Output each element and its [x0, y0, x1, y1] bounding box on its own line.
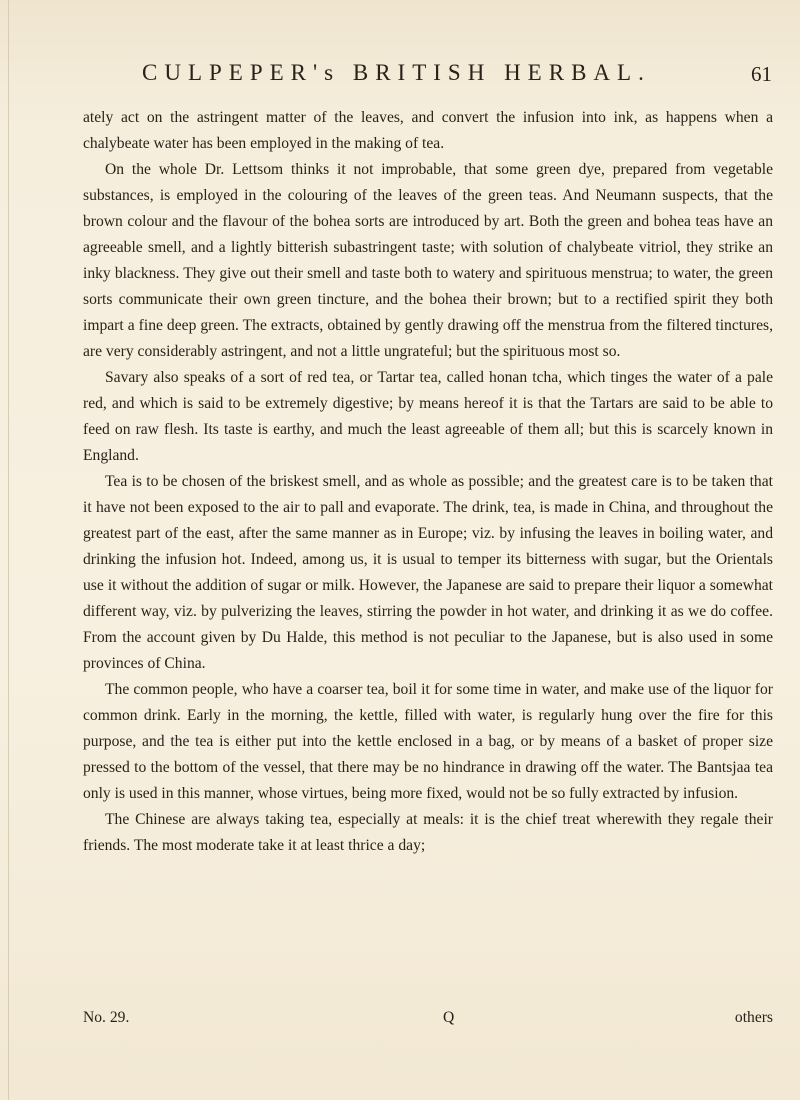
paragraph: ately act on the astringent matter of the leaves, and convert the infusion into ink, as happens when a chalybeate water has been employed in the making of tea. [83, 109, 773, 152]
page-footer [83, 1009, 773, 1035]
page-number: 61 [751, 62, 772, 86]
running-title: CULPEPER's BRITISH HERBAL. [142, 60, 651, 85]
body-text [83, 105, 773, 859]
paragraph: The Chinese are always taking tea, especially at meals: it is the chief treat wherewith they regale their friends. The most moderate take it at least thrice a day; [83, 811, 773, 854]
paragraph: On the whole Dr. Lettsom thinks it not improbable, that some green dye, prepared from vegetable substances, is employed in the colouring of the leaves of the green teas. And Neumann suspects, that the brown colour and the flavour of the bohea sorts are introduced by art. Both the green and bohea teas have an agreeable smell, and a lightly bitterish subastringent taste; with solution of chalybeate vitriol, they strike an inky blackness. They give out their smell and taste both to watery and spirituous menstrua; to water, the green sorts communicate their own green tincture, and the bohea their brown; but to a rectified spirit they both impart a fine deep green. The extracts, obtained by gently drawing off the menstrua from the filtered tinctures, are very considerably astringent, and not a little ungrateful; but the spirituous most so. [83, 161, 773, 360]
paragraph: Tea is to be chosen of the briskest smell, and as whole as possible; and the greatest care is to be taken that it have not been exposed to the air to pall and evaporate. The drink, tea, is made in China, and throughout the greatest part of the east, after the same manner as in Europe; viz. by infusing the leaves in boiling water, and drinking the infusion hot. Indeed, among us, it is usual to temper its bitterness with sugar, but the Orientals use it without the addition of sugar or milk. However, the Japanese are said to prepare their liquor a somewhat different way, viz. by pulverizing the leaves, stirring the powder in hot water, and drinking it as we do coffee. From the account given by Du Halde, this method is not peculiar to the Japanese, but is also used in some provinces of China. [83, 473, 773, 672]
scan-edge-line [8, 0, 9, 1100]
running-head [60, 60, 780, 90]
signature-mark: Q [443, 1009, 455, 1026]
catchword: others [734, 1009, 773, 1026]
signature-number: No. 29. [83, 1009, 130, 1026]
paragraph: The common people, who have a coarser tea, boil it for some time in water, and make use of the liquor for common drink. Early in the morning, the kettle, filled with water, is regularly hung over the fire for this purpose, and the tea is either put into the kettle enclosed in a bag, or by means of a basket of proper size pressed to the bottom of the vessel, that there may be no hindrance in drawing off the water. The Bantsjaa tea only is used in this manner, whose virtues, being more fixed, would not be so fully extracted by infusion. [83, 681, 773, 802]
paragraph: Savary also speaks of a sort of red tea, or Tartar tea, called honan tcha, which tinges the water of a pale red, and which is said to be extremely digestive; by means hereof it is that the Tartars are said to be able to feed on raw flesh. Its taste is earthy, and much the least agreeable of them all; but this is scarcely known in England. [83, 369, 773, 464]
